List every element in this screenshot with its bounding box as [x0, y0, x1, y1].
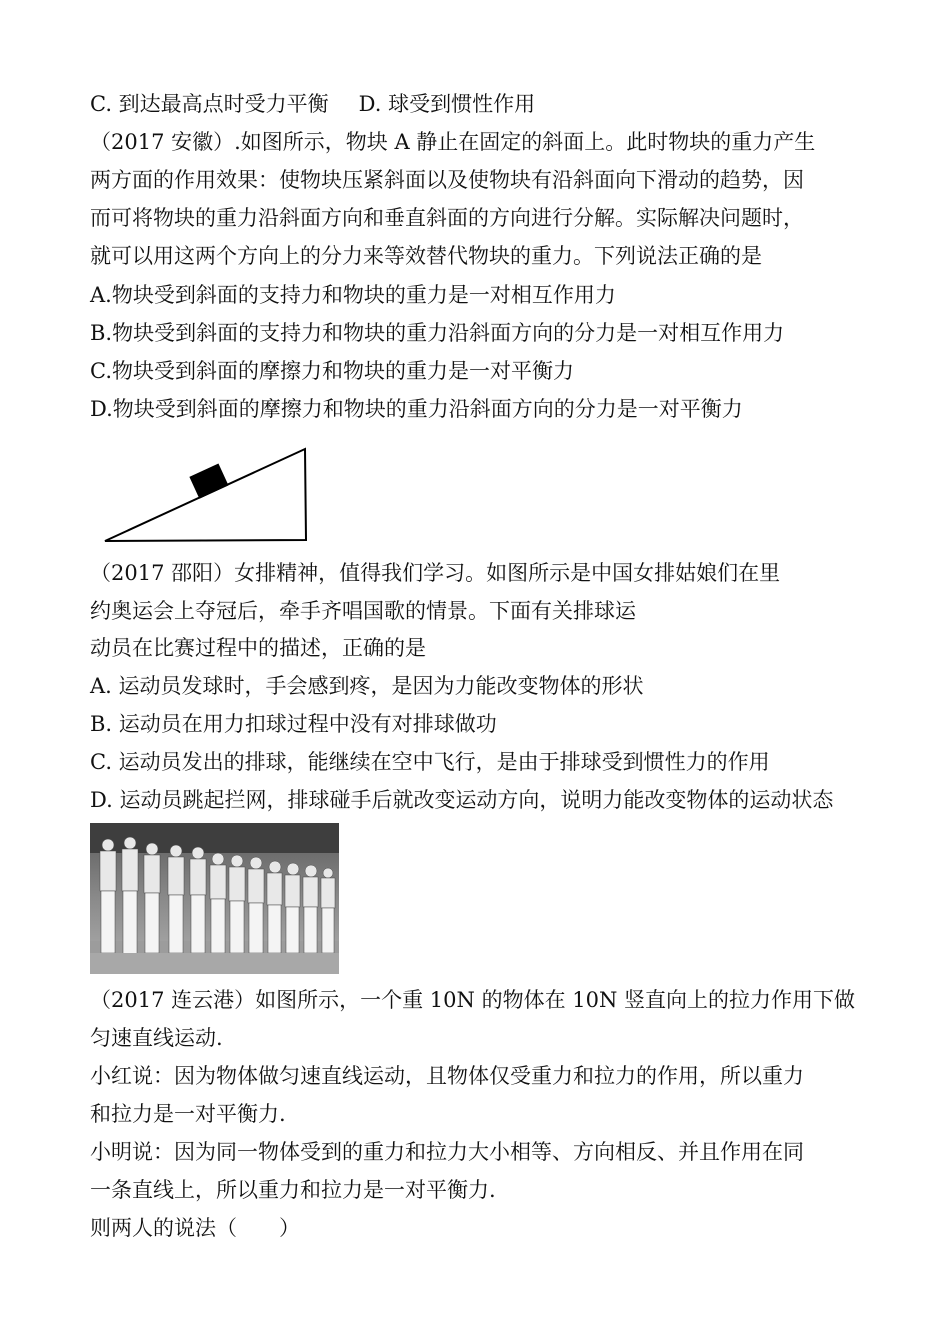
q1-stem-line: （2017 安徽）.如图所示，物块 A 静止在固定的斜面上。此时物块的重力产生	[90, 130, 816, 154]
q0-options-line	[90, 90, 535, 118]
q3-line: 小红说：因为物体做匀速直线运动，且物体仅受重力和拉力的作用，所以重力	[90, 1064, 804, 1088]
q1-option-c: C.物块受到斜面的摩擦力和物块的重力是一对平衡力	[90, 359, 574, 383]
block-a	[189, 464, 228, 499]
q0-option-d: D. 球受到惯性作用	[358, 92, 536, 116]
q2-option-d: D. 运动员跳起拦网，排球碰手后就改变运动方向，说明力能改变物体的运动状态	[90, 788, 834, 812]
q1-option-a: A.物块受到斜面的支持力和物块的重力是一对相互作用力	[90, 283, 616, 307]
q3-line: 小明说：因为同一物体受到的重力和拉力大小相等、方向相反、并且作用在同	[90, 1140, 804, 1164]
incline-block-diagram	[100, 440, 315, 545]
q2-stem-line: 约奥运会上夺冠后，牵手齐唱国歌的情景。下面有关排球运	[90, 599, 636, 623]
q1-option-b: B.物块受到斜面的支持力和物块的重力沿斜面方向的分力是一对相互作用力	[90, 321, 785, 345]
q1-stem-line: 就可以用这两个方向上的分力来等效替代物块的重力。下列说法正确的是	[90, 244, 762, 268]
q0-option-c: C. 到达最高点时受力平衡	[90, 92, 329, 116]
q1-option-d: D.物块受到斜面的摩擦力和物块的重力沿斜面方向的分力是一对平衡力	[90, 397, 743, 421]
q2-stem-line: 动员在比赛过程中的描述，正确的是	[90, 636, 426, 660]
q3-line: （2017 连云港）如图所示，一个重 10N 的物体在 10N 竖直向上的拉力作用下做	[90, 988, 856, 1012]
q3-line: 和拉力是一对平衡力.	[90, 1102, 286, 1126]
q3-line: 一条直线上，所以重力和拉力是一对平衡力.	[90, 1178, 496, 1202]
q3-line: 则两人的说法（ ）	[90, 1216, 300, 1240]
q1-stem-line: 而可将物块的重力沿斜面方向和垂直斜面的方向进行分解。实际解决问题时，	[90, 206, 804, 230]
q2-option-c: C. 运动员发出的排球，能继续在空中飞行，是由于排球受到惯性力的作用	[90, 750, 770, 774]
q3-line: 匀速直线运动.	[90, 1026, 223, 1050]
q2-stem-line: （2017 邵阳）女排精神，值得我们学习。如图所示是中国女排姑娘们在里	[90, 561, 781, 585]
q1-stem-line: 两方面的作用效果：使物块压紧斜面以及使物块有沿斜面向下滑动的趋势，因	[90, 168, 804, 192]
q2-option-b: B. 运动员在用力扣球过程中没有对排球做功	[90, 712, 497, 736]
volleyball-team-photo	[90, 823, 339, 974]
q2-option-a: A. 运动员发球时，手会感到疼，是因为力能改变物体的形状	[90, 674, 644, 698]
